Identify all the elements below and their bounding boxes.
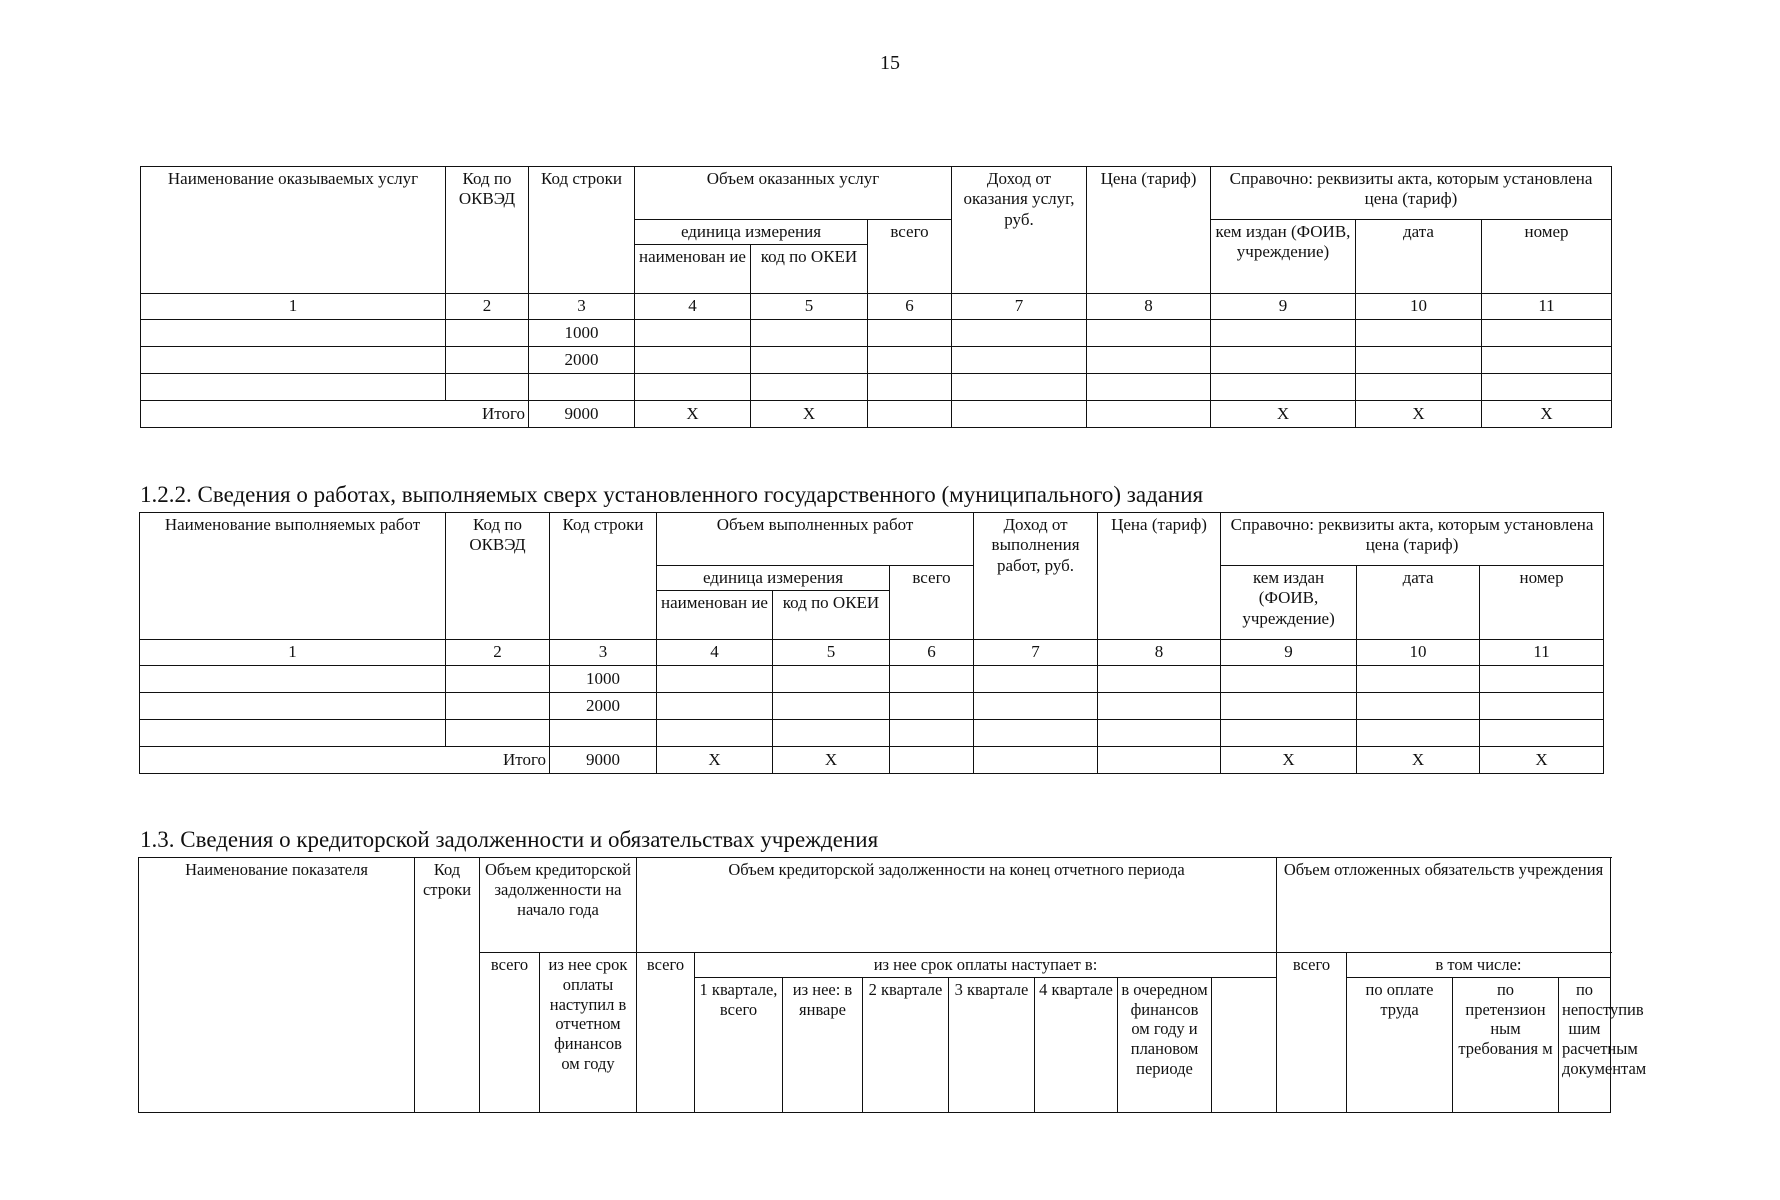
table-row: [140, 692, 1604, 719]
table-cell: [1221, 665, 1357, 692]
table-cell: [868, 319, 952, 346]
table-cell: [446, 665, 550, 692]
table-cell: [1221, 692, 1357, 719]
section-title-liabilities: 1.3. Сведения о кредиторской задолженности и обязательствах учреждения: [140, 827, 879, 852]
works-table: [139, 512, 1604, 774]
col-number: 9: [1211, 294, 1356, 319]
total-cell: X: [635, 400, 751, 427]
total-cell: X: [1357, 746, 1480, 773]
total-cell: X: [1221, 746, 1357, 773]
table-cell: [657, 719, 773, 746]
table-cell: 1000: [529, 319, 635, 346]
table-cell: [1357, 692, 1480, 719]
col-number: 7: [952, 294, 1087, 319]
table-cell: [773, 692, 890, 719]
col-number: 7: [974, 640, 1098, 665]
table-cell: [1482, 346, 1612, 373]
table-cell: [446, 719, 550, 746]
header-issuer: кем издан (ФОИВ, учреждение): [1211, 220, 1356, 294]
col-number: 1: [140, 640, 446, 665]
col-number: 9: [1221, 640, 1357, 665]
total-cell: X: [1356, 400, 1482, 427]
table-cell: [1356, 373, 1482, 400]
table-cell: [550, 719, 657, 746]
page-number: 15: [880, 52, 900, 74]
table-cell: [529, 373, 635, 400]
col-number: 5: [751, 294, 868, 319]
table-row: [140, 665, 1604, 692]
table-cell: [1482, 373, 1612, 400]
col-number: 11: [1482, 294, 1612, 319]
total-row: [141, 400, 1612, 427]
header-next-period: в очередном финансов ом году и плановом периоде: [1118, 977, 1212, 1112]
header-def-total: всего: [1277, 953, 1347, 1113]
table-cell: [952, 346, 1087, 373]
total-cell: X: [657, 746, 773, 773]
table-cell: [1356, 346, 1482, 373]
header-income: Доход от выполнения работ, руб.: [974, 513, 1098, 640]
header-claims: по претензион ным требования м: [1453, 977, 1559, 1112]
table-cell: [446, 346, 529, 373]
total-cell: X: [1211, 400, 1356, 427]
header-price: Цена (тариф): [1098, 513, 1221, 640]
header-row-code: Код строки: [550, 513, 657, 640]
table-cell: [1098, 719, 1221, 746]
table-cell: [635, 319, 751, 346]
header-including: в том числе:: [1347, 953, 1611, 978]
table-cell: [141, 373, 446, 400]
table-cell: [1087, 319, 1211, 346]
header-date: дата: [1357, 566, 1480, 640]
col-number: 11: [1480, 640, 1604, 665]
col-number: 10: [1356, 294, 1482, 319]
total-cell: [868, 400, 952, 427]
col-number: 4: [657, 640, 773, 665]
table-cell: [1087, 373, 1211, 400]
header-okved: Код по ОКВЭД: [446, 513, 550, 640]
col-number: 5: [773, 640, 890, 665]
total-label: Итого: [141, 400, 529, 427]
header-unit-name: наименован ие: [635, 245, 751, 294]
total-row: [140, 746, 1604, 773]
total-code: 9000: [529, 400, 635, 427]
total-code: 9000: [550, 746, 657, 773]
total-cell: [1098, 746, 1221, 773]
table-cell: [657, 692, 773, 719]
table-cell: [141, 319, 446, 346]
total-cell: X: [1482, 400, 1612, 427]
header-unit: единица измерения: [635, 220, 868, 245]
header-total: всего: [890, 566, 974, 640]
header-volume: Объем оказанных услуг: [635, 167, 952, 220]
col-number: 1: [141, 294, 446, 319]
col-number: 3: [550, 640, 657, 665]
table-cell: [1098, 692, 1221, 719]
table-cell: [890, 719, 974, 746]
table-cell: [446, 692, 550, 719]
header-date: дата: [1356, 220, 1482, 294]
table-cell: [773, 719, 890, 746]
col-number: 3: [529, 294, 635, 319]
col-number: 6: [890, 640, 974, 665]
col-number: 8: [1098, 640, 1221, 665]
header-end-volume: Объем кредиторской задолженности на конец отчетного периода: [637, 858, 1277, 953]
table-cell: [773, 665, 890, 692]
table-cell: [1098, 665, 1221, 692]
header-end-total: всего: [637, 953, 695, 1113]
table-cell: [890, 692, 974, 719]
table-row: [140, 719, 1604, 746]
table-cell: [751, 346, 868, 373]
header-number: номер: [1480, 566, 1604, 640]
header-spacer: [1212, 977, 1277, 1112]
col-number: 2: [446, 294, 529, 319]
header-unit-okei: код по ОКЕИ: [773, 591, 890, 640]
table-cell: [974, 692, 1098, 719]
column-numbers-row: [141, 294, 1612, 319]
table-cell: [1211, 346, 1356, 373]
header-q4: 4 квартале: [1035, 977, 1118, 1112]
column-numbers-row: [140, 640, 1604, 665]
table-cell: [657, 665, 773, 692]
header-total: всего: [868, 220, 952, 294]
table-cell: [446, 373, 529, 400]
table-cell: [974, 665, 1098, 692]
table-cell: [446, 319, 529, 346]
table-cell: 1000: [550, 665, 657, 692]
header-start-volume: Объем кредиторской задолженности на начало года: [480, 858, 637, 953]
total-cell: [974, 746, 1098, 773]
table-cell: [140, 719, 446, 746]
table-cell: [1211, 373, 1356, 400]
header-indicator: Наименование показателя: [139, 858, 415, 1113]
table-row: [141, 346, 1612, 373]
col-number: 6: [868, 294, 952, 319]
header-reference: Справочно: реквизиты акта, которым установлена цена (тариф): [1221, 513, 1604, 566]
header-row-code: Код строки: [415, 858, 480, 1113]
total-cell: [1087, 400, 1211, 427]
header-unit-okei: код по ОКЕИ: [751, 245, 868, 294]
table-cell: [1357, 665, 1480, 692]
header-service-name: Наименование оказываемых услуг: [141, 167, 446, 294]
table-cell: [1211, 319, 1356, 346]
header-okved: Код по ОКВЭД: [446, 167, 529, 294]
table-cell: [141, 346, 446, 373]
header-january: из нее: в январе: [783, 977, 863, 1112]
table-cell: [1480, 692, 1604, 719]
total-cell: [952, 400, 1087, 427]
table-cell: [952, 373, 1087, 400]
table-cell: [1482, 319, 1612, 346]
table-cell: [1357, 719, 1480, 746]
table-cell: 2000: [550, 692, 657, 719]
table-cell: [1480, 665, 1604, 692]
liabilities-table: [138, 857, 1647, 1113]
header-q1: 1 квартале, всего: [695, 977, 783, 1112]
header-documents: по непоступив шим расчетным документам: [1559, 977, 1611, 1112]
col-number: 2: [446, 640, 550, 665]
col-number: 4: [635, 294, 751, 319]
table-cell: [1356, 319, 1482, 346]
header-work-name: Наименование выполняемых работ: [140, 513, 446, 640]
table-cell: [868, 373, 952, 400]
header-income: Доход от оказания услуг, руб.: [952, 167, 1087, 294]
table-cell: [635, 373, 751, 400]
header-unit-name: наименован ие: [657, 591, 773, 640]
header-issuer: кем издан (ФОИВ, учреждение): [1221, 566, 1357, 640]
table-cell: [140, 692, 446, 719]
table-cell: [751, 319, 868, 346]
table-cell: 2000: [529, 346, 635, 373]
header-row-code: Код строки: [529, 167, 635, 294]
section-title-works: 1.2.2. Сведения о работах, выполняемых сверх установленного государственного (муниципального) задания: [140, 482, 1204, 507]
header-deferred: Объем отложенных обязательств учреждения: [1277, 858, 1611, 953]
header-end-due: из нее срок оплаты наступает в:: [695, 953, 1277, 978]
table-cell: [635, 346, 751, 373]
header-unit: единица измерения: [657, 566, 890, 591]
table-cell: [1480, 719, 1604, 746]
table-cell: [140, 665, 446, 692]
total-cell: X: [773, 746, 890, 773]
table-cell: [974, 719, 1098, 746]
col-number: 10: [1357, 640, 1480, 665]
table-row: [141, 319, 1612, 346]
header-reference: Справочно: реквизиты акта, которым установлена цена (тариф): [1211, 167, 1612, 220]
col-number: 8: [1087, 294, 1211, 319]
header-q3: 3 квартале: [949, 977, 1035, 1112]
header-number: номер: [1482, 220, 1612, 294]
total-cell: X: [751, 400, 868, 427]
table-cell: [751, 373, 868, 400]
total-cell: [890, 746, 974, 773]
header-start-total: всего: [480, 953, 540, 1113]
table-cell: [890, 665, 974, 692]
services-table: [140, 166, 1612, 428]
table-cell: [1087, 346, 1211, 373]
header-wages: по оплате труда: [1347, 977, 1453, 1112]
total-cell: X: [1480, 746, 1604, 773]
table-cell: [1221, 719, 1357, 746]
header-start-overdue: из нее срок оплаты наступил в отчетном финансов ом году: [540, 953, 637, 1113]
header-q2: 2 квартале: [863, 977, 949, 1112]
table-cell: [952, 319, 1087, 346]
table-row: [141, 373, 1612, 400]
header-price: Цена (тариф): [1087, 167, 1211, 294]
header-volume: Объем выполненных работ: [657, 513, 974, 566]
table-cell: [868, 346, 952, 373]
total-label: Итого: [140, 746, 550, 773]
